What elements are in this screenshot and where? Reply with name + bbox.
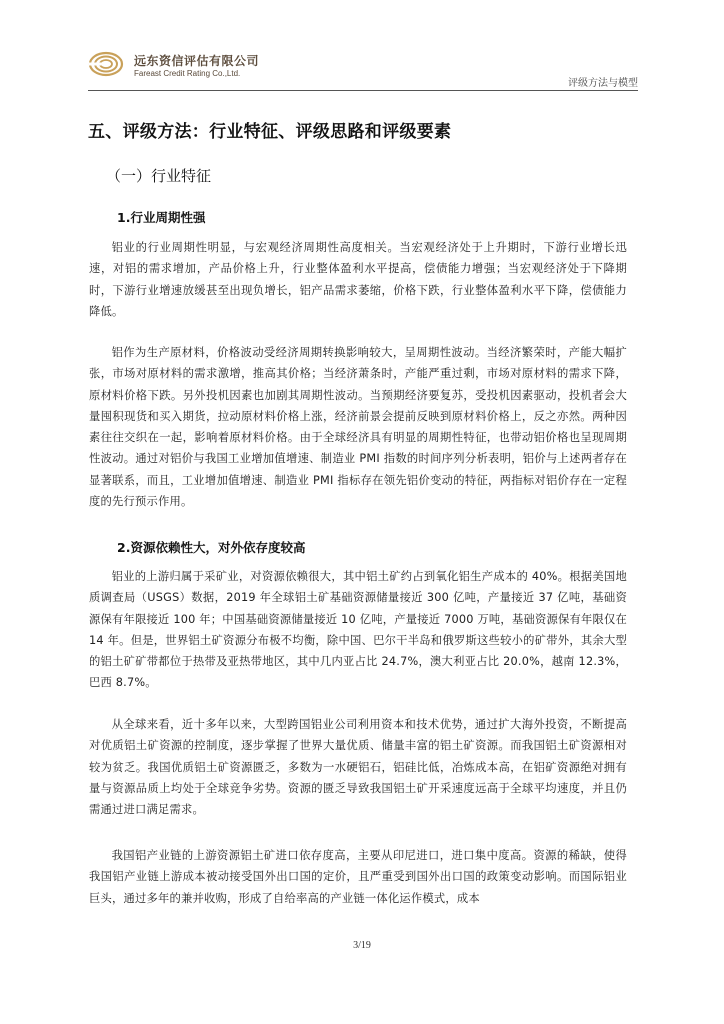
page-title: 五、评级方法：行业特征、评级思路和评级要素 (88, 122, 452, 142)
section-heading-2: 2.资源依赖性大，对外依存度较高 (117, 540, 306, 555)
paragraph: 我国铝产业链的上游资源铝土矿进口依存度高，主要从印尼进口，进口集中度高。资源的稀缺，使得我国铝产业链上游成本被动接受国外出口国的定价，且严重受到国外出口国的政策变动影响。而国际铝业巨头，通过多年的兼并收购，形成了自给率高的产业链一体化运作模式，成本 (89, 849, 627, 905)
section-heading-1: 1.行业周期性强 (117, 210, 206, 225)
company-logo-icon (88, 50, 124, 78)
company-name-en: Fareast Credit Rating Co.,Ltd. (134, 69, 241, 78)
page-number: 3/19 (353, 940, 371, 951)
paragraph: 铝业的上游归属于采矿业，对资源依赖很大，其中铝土矿约占到氧化铝生产成本的 40%。根据美国地质调查局（USGS）数据，2019 年全球铝土矿基础资源储量接近 300 亿吨，产量接近 37 亿吨，基础资源保有年限接近 100 年；中国基础资源储量接近 10 亿吨，产量接近 7000 万吨，基础资源保有年限仅在 14 年。但是，世界铝土矿资源分布极不均衡，除中国、巴尔干半岛和俄罗斯这些较小的矿带外，其余大型的铝土矿矿带都位于热带及亚热带地区，其中几内亚占比 24.7%，澳大利亚占比 20.0%，越南 12.3%，巴西 8.7%。 (89, 570, 627, 690)
header-section-label: 评级方法与模型 (568, 78, 638, 89)
company-name-cn: 远东资信评估有限公司 (134, 54, 260, 68)
header-divider (88, 90, 638, 91)
paragraph: 从全球来看，近十多年以来，大型跨国铝业公司利用资本和技术优势，通过扩大海外投资，不断提高对优质铝土矿资源的控制度，逐步掌握了世界大量优质、储量丰富的铝土矿资源。而我国铝土矿资源相对较为贫乏。我国优质铝土矿资源匮乏，多数为一水硬铝石，铝硅比低，冶炼成本高，在铝矿资源绝对拥有量与资源品质上均处于全球竞争劣势。资源的匮乏导致我国铝土矿开采速度远高于全球平均速度，并且仍需通过进口满足需求。 (89, 718, 627, 817)
paragraph: 铝作为生产原材料，价格波动受经济周期转换影响较大，呈周期性波动。当经济繁荣时，产能大幅扩张，市场对原材料的需求激增，推高其价格；当经济萧条时，产能严重过剩，市场对原材料的需求下降，原材料价格下跌。另外投机因素也加剧其周期性波动。当预期经济要复苏，受投机因素驱动，投机者会大量囤积现货和买入期货，拉动原材料价格上涨，经济前景会提前反映到原材料价格上，反之亦然。两种因素往往交织在一起，影响着原材料价格。由于全球经济具有明显的周期性特征，也带动铝价格也呈现周期性波动。通过对铝价与我国工业增加值增速、制造业 PMI 指数的时间序列分析表明，铝价与上述两者存在显著联系，而且，工业增加值增速、制造业 PMI 指标存在领先铝价变动的特征，两指标对铝价存在一定程度的先行预示作用。 (89, 346, 627, 509)
paragraph: 铝业的行业周期性明显，与宏观经济周期性高度相关。当宏观经济处于上升期时，下游行业增长迅速，对铝的需求增加，产品价格上升，行业整体盈利水平提高，偿债能力增强；当宏观经济处于下降期时，下游行业增速放缓甚至出现负增长，铝产品需求萎缩，价格下跌，行业整体盈利水平下降，偿债能力降低。 (89, 241, 627, 318)
page-header (88, 50, 638, 90)
subsection-title: （一）行业特征 (106, 167, 212, 185)
